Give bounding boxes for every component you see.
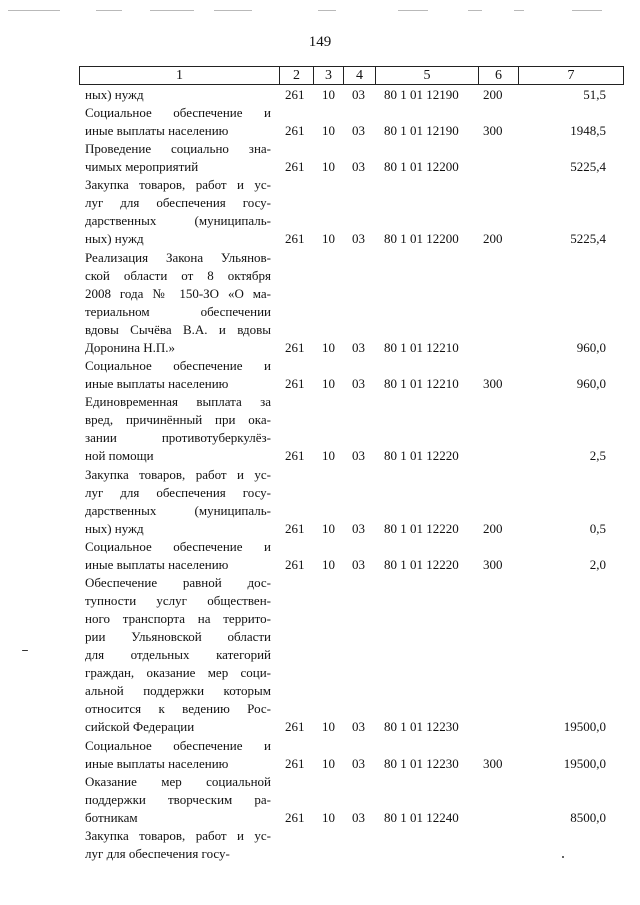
row-target-article: 80 1 01 12210 [384,376,459,392]
row-description-line: иные выплаты населению [85,755,229,771]
row-description-line: ской области от 8 октября [85,267,271,283]
row-subsection-code: 10 [322,87,335,102]
row-section-code: 261 [285,719,305,735]
row-description-line: Доронина Н.П.» [85,339,176,355]
row-description-line: луг для обеспечения госу- [85,845,230,861]
scan-speck [22,650,28,651]
row-description-line: дарственных (муниципаль- [85,502,271,518]
row-description-line: сийской Федерации [85,719,195,735]
row-section-code: 261 [285,809,305,825]
header-col-2: 2 [280,67,314,84]
row-expense-type: 300 [483,556,503,572]
header-col-3: 3 [314,67,344,84]
row-description-line: поддержки творческим ра- [85,791,271,807]
row-description-line: ботникам [85,809,138,825]
row-description-line: Закупка товаров, работ и ус- [85,177,271,193]
row-description-line: Реализация Закона Ульянов- [85,249,271,265]
row-subsection-code: 10 [322,556,335,572]
row-subgroup-code: 03 [352,376,365,392]
row-description-line: ного транспорта на террито- [85,610,271,626]
scan-artifact [150,10,194,11]
row-description-line: луг для обеспечения госу- [85,195,271,211]
row-section-code: 261 [285,339,305,355]
row-description-line: ных) нужд [85,87,144,102]
scan-speck [562,856,564,858]
row-expense-type: 200 [483,87,503,102]
row-description-line: Социальное обеспечение и [85,538,271,554]
scan-artifact [214,10,252,11]
row-subgroup-code: 03 [352,123,365,139]
row-amount: 51,5 [583,87,606,102]
row-expense-type: 200 [483,520,503,536]
row-subgroup-code: 03 [352,448,365,464]
row-description-line: ных) нужд [85,520,144,536]
row-description-line: вдовы Сычёва В.А. и вдовы [85,321,271,337]
row-subsection-code: 10 [322,520,335,536]
row-expense-type: 300 [483,755,503,771]
row-target-article: 80 1 01 12230 [384,719,459,735]
scan-artifact [318,10,336,11]
row-description-line: Закупка товаров, работ и ус- [85,466,271,482]
row-subsection-code: 10 [322,719,335,735]
row-section-code: 261 [285,231,305,247]
row-amount: 2,0 [589,556,606,572]
row-amount: 8500,0 [570,809,606,825]
row-subsection-code: 10 [322,809,335,825]
row-subsection-code: 10 [322,159,335,175]
row-description-line: Обеспечение равной дос- [85,574,271,590]
row-description-line: Проведение социально зна- [85,141,271,157]
row-description-line: для отдельных категорий [85,647,271,663]
table-header [79,66,624,85]
row-section-code: 261 [285,448,305,464]
row-subsection-code: 10 [322,755,335,771]
row-target-article: 80 1 01 12190 [384,87,459,102]
scan-artifact [398,10,428,11]
row-expense-type: 200 [483,231,503,247]
row-subgroup-code: 03 [352,556,365,572]
row-target-article: 80 1 01 12220 [384,520,459,536]
row-description-line: чимых мероприятий [85,159,199,175]
row-subgroup-code: 03 [352,755,365,771]
header-col-4: 4 [344,67,376,84]
row-description-line: иные выплаты населению [85,556,229,572]
row-subgroup-code: 03 [352,520,365,536]
row-section-code: 261 [285,87,305,102]
row-description-line: альной поддержки которым [85,683,271,699]
row-amount: 5225,4 [570,159,606,175]
row-target-article: 80 1 01 12220 [384,556,459,572]
row-description-line: Социальное обеспечение и [85,105,271,121]
row-subgroup-code: 03 [352,87,365,102]
row-description-line: 2008 года № 150-ЗО «О ма- [85,285,271,301]
header-col-5: 5 [376,67,479,84]
row-description-line: Оказание мер социальной [85,773,271,789]
row-subgroup-code: 03 [352,231,365,247]
row-expense-type: 300 [483,376,503,392]
row-subsection-code: 10 [322,231,335,247]
row-description-line: иные выплаты населению [85,123,229,139]
row-description-line: граждан, оказание мер соци- [85,665,271,681]
row-amount: 1948,5 [570,123,606,139]
row-section-code: 261 [285,755,305,771]
row-subsection-code: 10 [322,376,335,392]
page-number: 149 [308,34,332,50]
row-description-line: зании противотуберкулёз- [85,430,271,446]
scan-artifact [468,10,482,11]
row-amount: 2,5 [589,448,606,464]
row-description-line: дарственных (муниципаль- [85,213,271,229]
row-section-code: 261 [285,123,305,139]
row-subgroup-code: 03 [352,719,365,735]
scan-artifact [8,10,60,11]
row-description-line: луг для обеспечения госу- [85,484,271,500]
scan-artifact [572,10,602,11]
row-description-line: вред, причинённый при ока- [85,412,271,428]
scan-artifact [96,10,122,11]
row-description-line: иные выплаты населению [85,376,229,392]
row-subsection-code: 10 [322,123,335,139]
row-description-line: Закупка товаров, работ и ус- [85,827,271,843]
row-subsection-code: 10 [322,448,335,464]
row-amount: 960,0 [576,339,606,355]
row-target-article: 80 1 01 12210 [384,339,459,355]
row-section-code: 261 [285,159,305,175]
row-target-article: 80 1 01 12190 [384,123,459,139]
row-target-article: 80 1 01 12220 [384,448,459,464]
row-description-line: териальном обеспечении [85,303,271,319]
row-subgroup-code: 03 [352,809,365,825]
row-subgroup-code: 03 [352,159,365,175]
row-subsection-code: 10 [322,339,335,355]
header-col-6: 6 [479,67,519,84]
row-amount: 5225,4 [570,231,606,247]
row-amount: 19500,0 [563,755,606,771]
row-target-article: 80 1 01 12200 [384,231,459,247]
row-description-line: Социальное обеспечение и [85,358,271,374]
row-description-line: тупности услуг обществен- [85,592,271,608]
row-target-article: 80 1 01 12230 [384,755,459,771]
row-description-line: относится к ведению Рос- [85,701,271,717]
row-subgroup-code: 03 [352,339,365,355]
row-section-code: 261 [285,556,305,572]
row-amount: 19500,0 [563,719,606,735]
row-target-article: 80 1 01 12200 [384,159,459,175]
row-section-code: 261 [285,520,305,536]
row-description-line: ных) нужд [85,231,144,247]
scan-artifact [514,10,524,11]
row-amount: 0,5 [589,520,606,536]
row-amount: 960,0 [576,376,606,392]
row-description-line: Единовременная выплата за [85,394,271,410]
header-col-1: 1 [80,67,280,84]
row-description-line: Социальное обеспечение и [85,737,271,753]
row-target-article: 80 1 01 12240 [384,809,459,825]
row-section-code: 261 [285,376,305,392]
row-description-line: ной помощи [85,448,154,464]
row-expense-type: 300 [483,123,503,139]
row-description-line: рии Ульяновской области [85,629,271,645]
header-col-7: 7 [567,68,575,83]
